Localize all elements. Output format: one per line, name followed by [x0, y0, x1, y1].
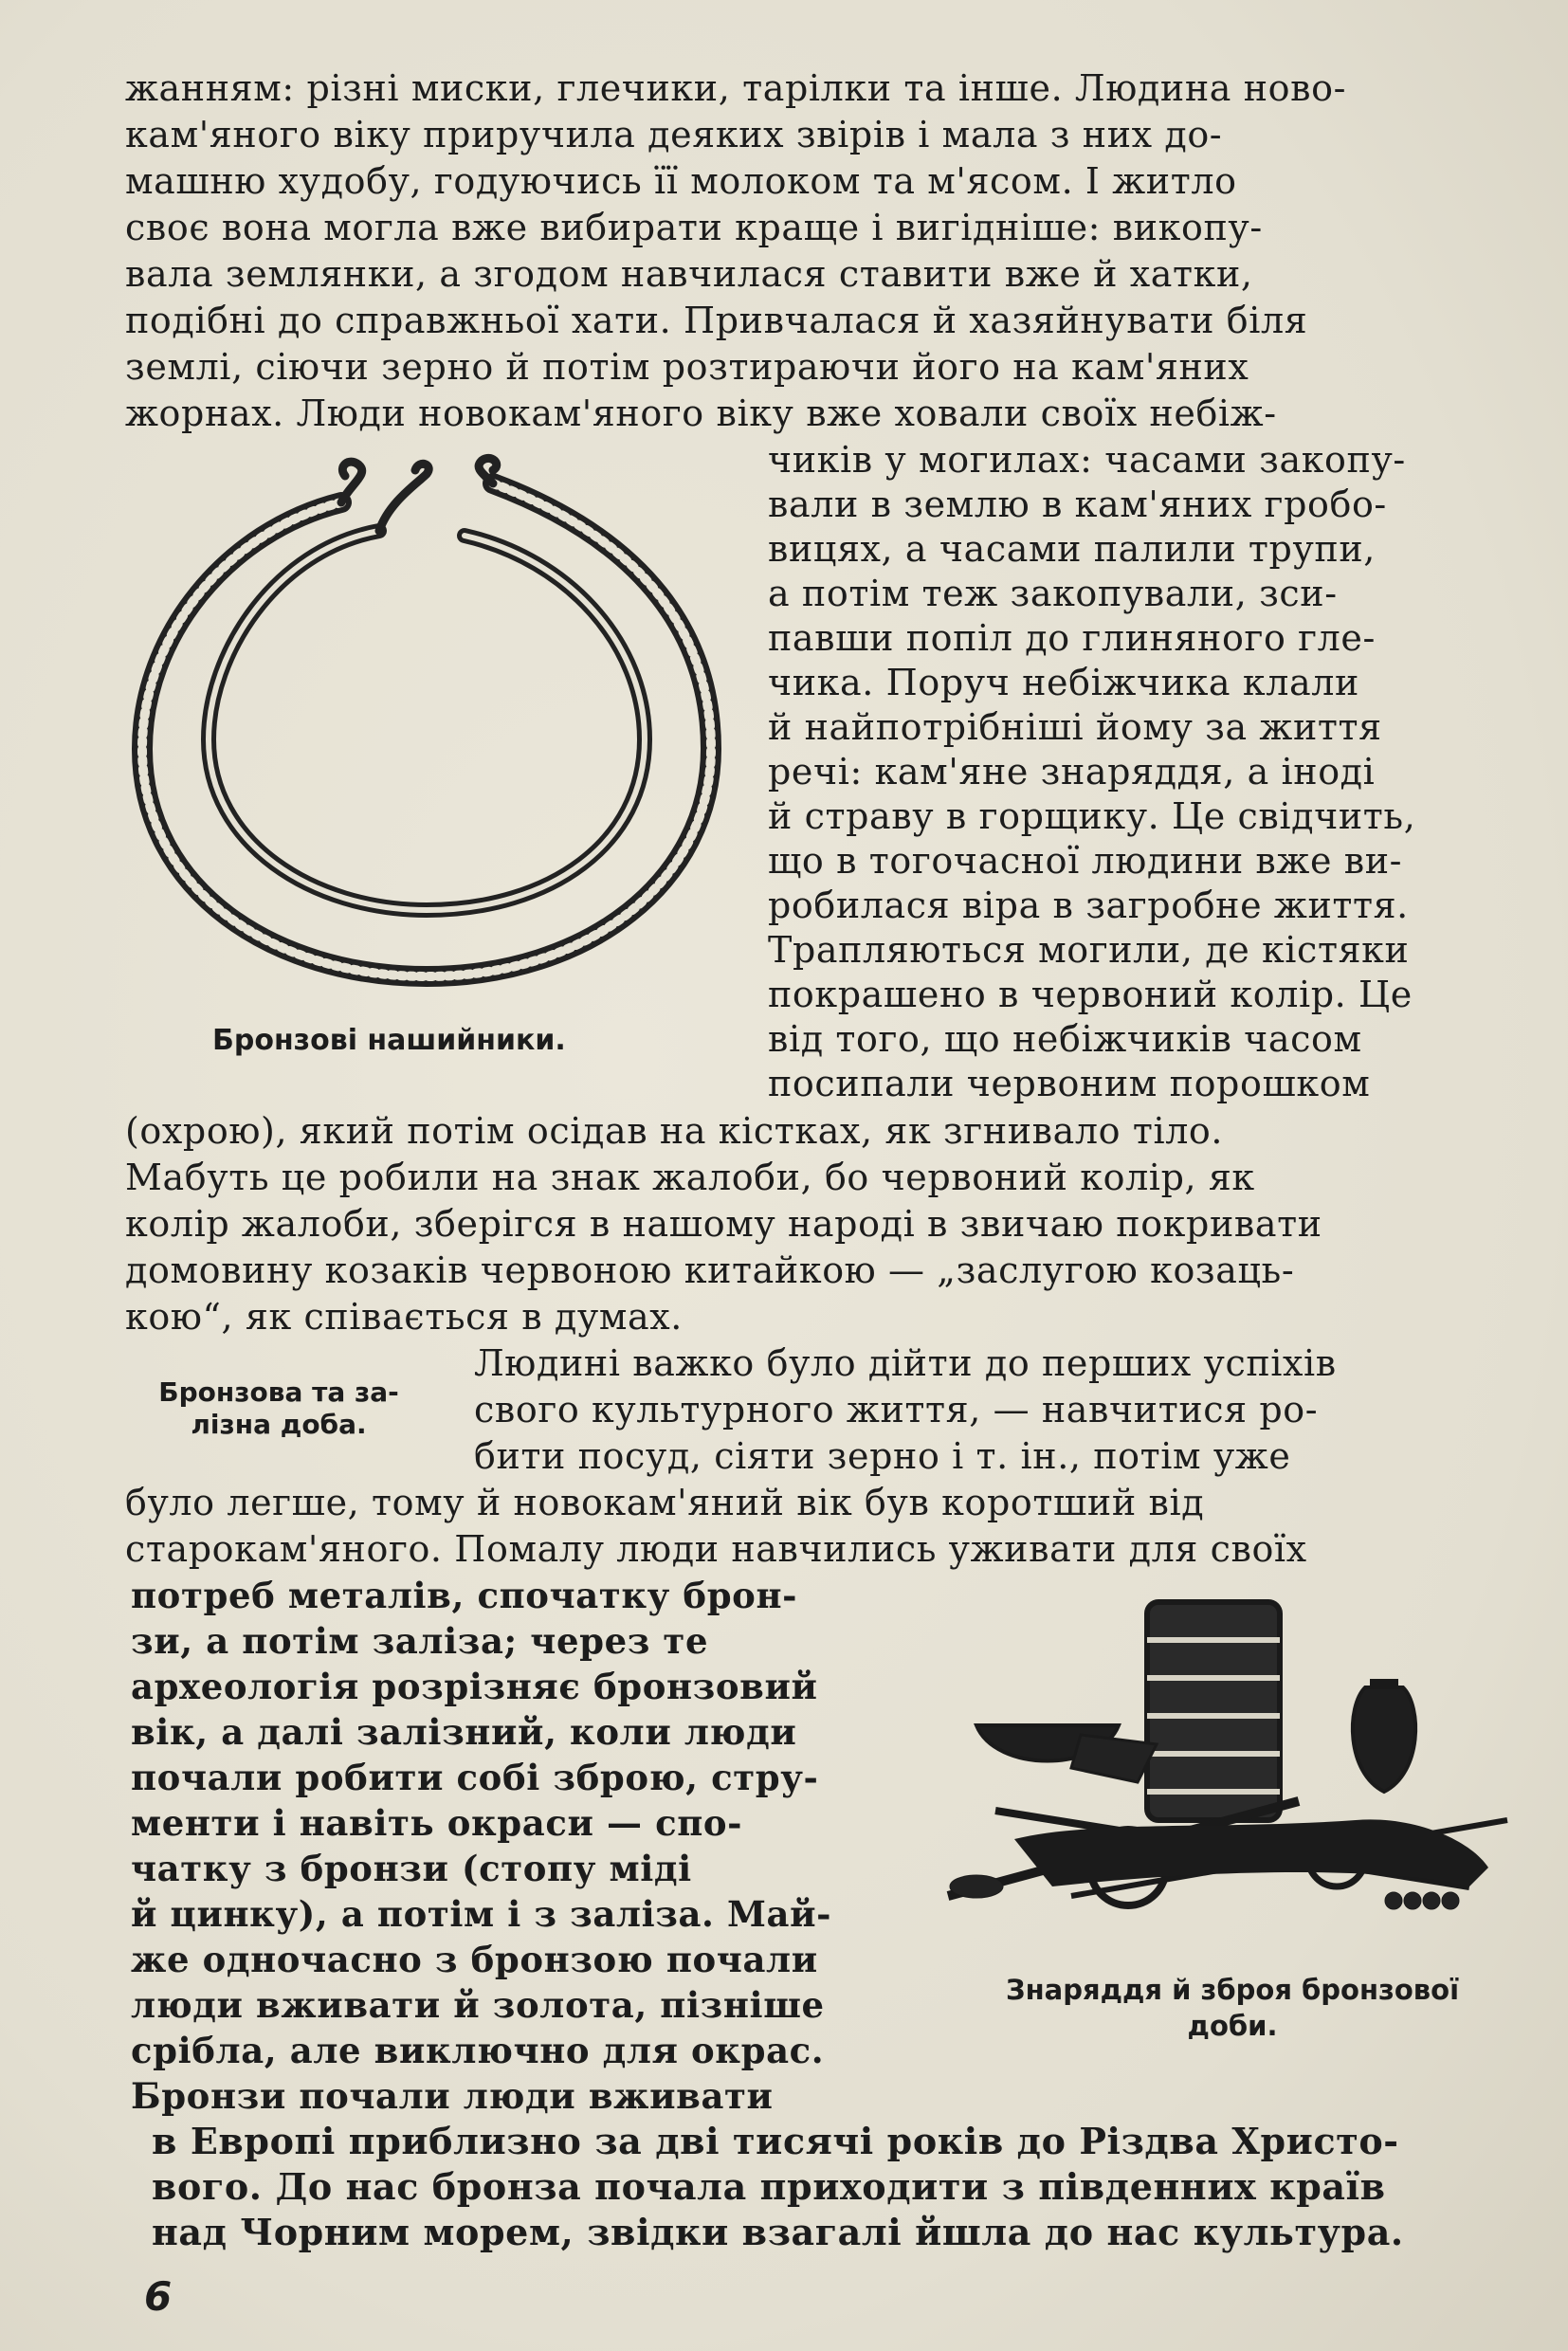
text-line: речі: кам'яне знаряддя, а іноді — [768, 751, 1376, 793]
text-line: машню худобу, годуючись її молоком та м'ясом. І житло — [125, 160, 1237, 202]
text-line: люди вживати й золота, пізніше — [131, 1984, 825, 2026]
text-line: від того, що небіжчиків часом — [768, 1018, 1362, 1060]
text-line: колір жалоби, зберігся в нашому народі в звичаю покривати — [125, 1203, 1322, 1245]
text-line: жанням: різні миски, глечики, тарілки та інше. Людина ново- — [125, 67, 1347, 109]
text-line: вали в землю в кам'яних гробо- — [768, 483, 1387, 525]
text-line: почали робити собі зброю, стру- — [131, 1757, 819, 1798]
text-line: (охрою), який потім осідав на кістках, як згнивало тіло. — [125, 1110, 1224, 1152]
figure-caption-line: Знаряддя й зброя бронзової — [1005, 1974, 1460, 2006]
text-line: кою“, як співається в думах. — [125, 1296, 683, 1338]
text-line: потреб металів, спочатку брон- — [131, 1575, 798, 1616]
text-line: павши попіл до глиняного гле- — [768, 617, 1376, 659]
text-line: домовину козаків червоною китайкою — „заслугою козаць- — [125, 1249, 1295, 1291]
text-line: археологія розрізняє бронзовий — [131, 1666, 818, 1707]
text-line: що в тогочасної людини вже ви- — [768, 840, 1403, 882]
text-line: бити посуд, сіяти зерно і т. ін., потім уже — [474, 1435, 1291, 1477]
text-line: й найпотрібніші йому за життя — [768, 706, 1382, 748]
text-line: чиків у могилах: часами закопу- — [768, 439, 1406, 481]
bronze-age-tools-illustration — [939, 1583, 1526, 1943]
text-line: своє вона могла вже вибирати краще і вигідніше: викопу- — [125, 207, 1263, 248]
text-line: в Европі приблизно за дві тисячі років до Різдва Христо- — [152, 2120, 1399, 2162]
text-line: кам'яного віку приручила деяких звірів і мала з них до- — [125, 114, 1223, 155]
text-line: подібні до справжньої хати. Привчалася й хазяйнувати біля — [125, 300, 1308, 341]
text-line: менти і навіть окраси — спо- — [131, 1802, 743, 1844]
figure-caption: Бронзові нашийники. — [212, 1024, 566, 1057]
text-line: посипали червоним порошком — [768, 1063, 1371, 1104]
text-line: Трапляються могили, де кістяки — [768, 929, 1410, 971]
text-line: жорнах. Люди новокам'яного віку вже ховали своїх небіж- — [125, 392, 1277, 434]
text-line: покрашено в червоний колір. Це — [768, 974, 1413, 1015]
figure-caption-line: доби. — [1187, 2010, 1278, 2042]
text-line: Бронзи почали люди вживати — [131, 2075, 774, 2117]
text-line: свого культурного життя, — навчитися ро- — [474, 1389, 1319, 1431]
text-line: й страву в горщику. Це свідчить, — [768, 795, 1416, 837]
figure-caption — [948, 1972, 1517, 2044]
text-line: вала землянки, а згодом навчилася ставити вже й хатки, — [125, 253, 1253, 295]
section-heading-line: Бронзова та за- — [158, 1376, 399, 1408]
section-heading — [118, 1376, 440, 1441]
text-line: було легше, тому й новокам'яний вік був коротший від — [125, 1482, 1205, 1523]
text-line: над Чорним морем, звідки взагалі йшла до нас культура. — [152, 2211, 1404, 2253]
text-line: землі, сіючи зерно й потім розтираючи його на кам'яних — [125, 346, 1249, 388]
text-line: робилася віра в загробне життя. — [768, 884, 1409, 926]
text-line: чатку з бронзи (стопу міді — [131, 1848, 692, 1889]
text-line: старокам'яного. Помалу люди навчились уживати для своїх — [125, 1528, 1307, 1570]
text-line: вік, а далі залізний, коли люди — [131, 1711, 797, 1753]
text-line: Мабуть це робили на знак жалоби, бо червоний колір, як — [125, 1157, 1255, 1198]
section-heading-line: лізна доба. — [191, 1409, 367, 1440]
text-line: а потім теж закопували, зси- — [768, 573, 1338, 614]
text-line: зи, а потім заліза; через те — [131, 1620, 709, 1662]
text-line: й цинку), а потім і з заліза. Май- — [131, 1893, 832, 1935]
text-line: же одночасно з бронзою почали — [131, 1939, 818, 1980]
text-line: чика. Поруч небіжчика клали — [768, 662, 1359, 703]
bronze-neck-rings-illustration — [114, 446, 739, 1014]
text-line: срібла, але виключно для окрас. — [131, 2030, 825, 2071]
text-line: вого. До нас бронза почала приходити з південних країв — [152, 2165, 1386, 2208]
text-line: вицях, а часами палили трупи, — [768, 528, 1376, 570]
page-number: 6 — [144, 2273, 173, 2320]
text-line: Людині важко було дійти до перших успіхів — [474, 1342, 1337, 1384]
